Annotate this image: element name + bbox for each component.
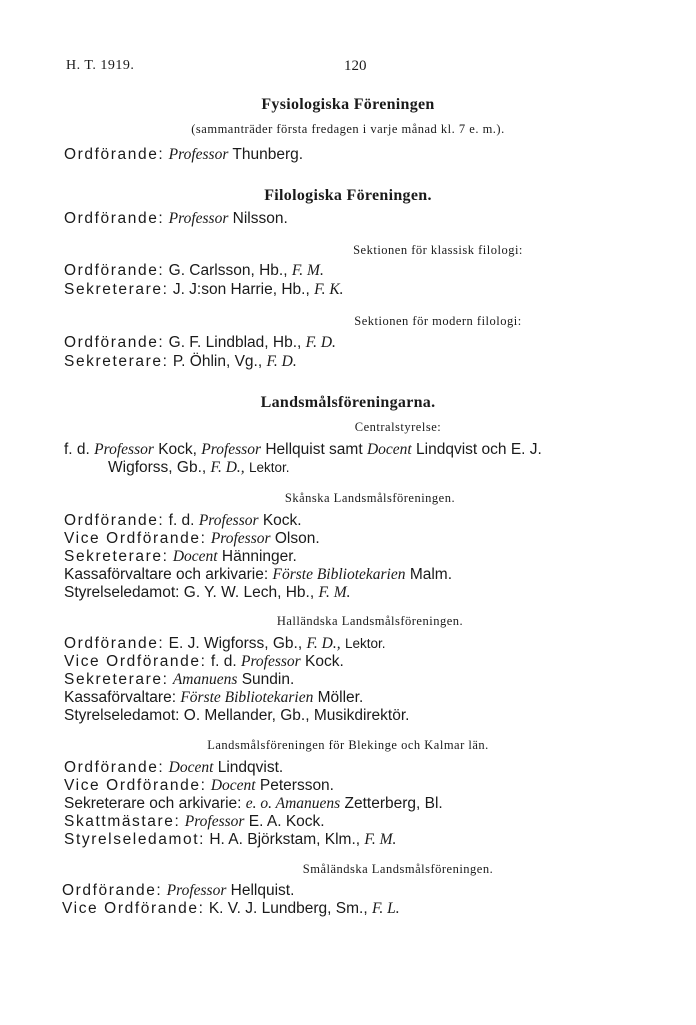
smalandska-row-2 bbox=[62, 900, 400, 918]
label: Ordförande: bbox=[64, 262, 165, 279]
text: Kock. bbox=[305, 653, 344, 670]
modern-heading: Sektionen för modern filologi: bbox=[354, 314, 522, 328]
hallandska-row-1 bbox=[64, 635, 385, 653]
modern-secretary bbox=[64, 353, 297, 371]
text: f. d. bbox=[64, 441, 90, 458]
klassisk-heading: Sektionen för klassisk filologi: bbox=[353, 243, 523, 257]
degree: F. D. bbox=[305, 334, 336, 351]
skanska-row-3 bbox=[64, 548, 297, 566]
hallandska-row-4 bbox=[64, 689, 363, 707]
degree: F. M. bbox=[291, 262, 324, 279]
filologiska-title: Filologiska Föreningen. bbox=[264, 187, 432, 204]
label: Styrelseledamot: bbox=[64, 707, 180, 724]
text: Zetterberg, Bl. bbox=[344, 795, 443, 812]
text: Kock, bbox=[158, 441, 197, 458]
label: Ordförande: bbox=[64, 759, 165, 776]
text: f. d. bbox=[168, 512, 195, 529]
text: Hänninger. bbox=[221, 548, 297, 565]
title-word: Professor bbox=[201, 441, 261, 458]
skanska-heading: Skånska Landsmålsföreningen. bbox=[284, 491, 456, 505]
text: H. A. Björkstam, Klm., bbox=[209, 831, 361, 848]
text: Wigforss, Gb., bbox=[108, 459, 207, 476]
text: Olson. bbox=[274, 530, 320, 547]
text: Lektor. bbox=[344, 636, 386, 651]
title-word: Professor bbox=[166, 882, 227, 899]
title-word: Professor bbox=[240, 653, 301, 670]
label: Sekreterare: bbox=[64, 671, 169, 688]
modern-chair bbox=[64, 334, 336, 352]
page-header bbox=[66, 58, 666, 78]
klassisk-chair bbox=[64, 262, 324, 280]
skanska-row-4 bbox=[64, 566, 452, 584]
skanska-row-1 bbox=[64, 512, 302, 530]
label: Ordförande: bbox=[64, 635, 165, 652]
title-word: Professor bbox=[210, 530, 271, 547]
title-word: e. o. Amanuens bbox=[245, 795, 341, 812]
label: Kassaförvaltare och arkivarie: bbox=[64, 566, 269, 583]
label: Ordförande: bbox=[64, 146, 165, 163]
fysiologiska-title: Fysiologiska Föreningen bbox=[261, 96, 435, 113]
blekinge-row-1 bbox=[64, 759, 283, 777]
degree: F. M. bbox=[364, 831, 397, 848]
degree: F. K. bbox=[314, 281, 344, 298]
fysiologiska-note: (sammanträder första fredagen i varje månad kl. 7 e. m.). bbox=[191, 122, 505, 136]
label: Vice Ordförande: bbox=[64, 653, 207, 670]
filologiska-chair bbox=[64, 210, 288, 228]
label: Ordförande: bbox=[64, 210, 165, 227]
person-name: J. J:son Harrie, Hb., bbox=[172, 281, 310, 298]
person-name: G. Carlsson, Hb., bbox=[168, 262, 288, 279]
label: Ordförande: bbox=[64, 512, 165, 529]
person-name: Thunberg. bbox=[232, 146, 304, 163]
smalandska-row-1 bbox=[62, 882, 294, 900]
title-word: Docent bbox=[168, 759, 214, 776]
landsmal-title: Landsmålsföreningarna. bbox=[260, 394, 436, 411]
title-word: Docent bbox=[210, 777, 256, 794]
label: Sekreterare och arkivarie: bbox=[64, 795, 242, 812]
label: Vice Ordförande: bbox=[62, 900, 205, 917]
text: Sundin. bbox=[241, 671, 295, 688]
person-name: Nilsson. bbox=[232, 210, 288, 227]
text: Hellquist samt bbox=[265, 441, 363, 458]
title-word: Förste Bibliotekarien bbox=[180, 689, 314, 706]
text: Kock. bbox=[262, 512, 302, 529]
title-word: Professor bbox=[168, 210, 229, 227]
text: Hellquist. bbox=[230, 882, 295, 899]
title-word: Amanuens bbox=[172, 671, 238, 688]
label: Kassaförvaltare: bbox=[64, 689, 176, 706]
title-word: Professor bbox=[94, 441, 154, 458]
label: Styrelseledamot: bbox=[64, 584, 180, 601]
text: Malm. bbox=[409, 566, 453, 583]
text: Lektor. bbox=[248, 460, 290, 475]
skanska-row-2 bbox=[64, 530, 320, 548]
smalandska-heading: Småländska Landsmålsföreningen. bbox=[302, 862, 494, 876]
blekinge-row-2 bbox=[64, 777, 334, 795]
text: K. V. J. Lundberg, Sm., bbox=[208, 900, 368, 917]
text: Möller. bbox=[317, 689, 364, 706]
person-name: P. Öhlin, Vg., bbox=[172, 353, 263, 370]
title-word: Professor bbox=[198, 512, 259, 529]
header-term: H. T. 1919. bbox=[66, 58, 135, 73]
label: Sekreterare: bbox=[64, 281, 169, 298]
central-heading: Centralstyrelse: bbox=[354, 420, 442, 434]
text: E. J. Wigforss, Gb., bbox=[168, 635, 303, 652]
klassisk-secretary bbox=[64, 281, 344, 299]
degree: F. D. bbox=[266, 353, 297, 370]
text: O. Mellander, Gb., Musikdirektör. bbox=[183, 707, 410, 724]
page-number: 120 bbox=[344, 58, 367, 74]
label: Vice Ordförande: bbox=[64, 530, 207, 547]
blekinge-row-5 bbox=[64, 831, 396, 849]
central-line-1 bbox=[64, 441, 542, 459]
text: f. d. bbox=[210, 653, 237, 670]
hallandska-row-5 bbox=[64, 707, 409, 725]
blekinge-row-4 bbox=[64, 813, 325, 831]
hallandska-row-3 bbox=[64, 671, 294, 689]
label: Ordförande: bbox=[62, 882, 163, 899]
label: Sekreterare: bbox=[64, 548, 169, 565]
label: Styrelseledamot: bbox=[64, 831, 206, 848]
degree: F. D., bbox=[306, 635, 341, 652]
text: E. A. Kock. bbox=[248, 813, 325, 830]
text: G. Y. W. Lech, Hb., bbox=[183, 584, 315, 601]
text: Lindqvist. bbox=[217, 759, 284, 776]
person-name: G. F. Lindblad, Hb., bbox=[168, 334, 302, 351]
degree: F. D., bbox=[210, 459, 245, 476]
blekinge-heading: Landsmålsföreningen för Blekinge och Kalmar län. bbox=[207, 738, 489, 752]
label: Sekreterare: bbox=[64, 353, 169, 370]
title-word: Professor bbox=[184, 813, 245, 830]
hallandska-row-2 bbox=[64, 653, 344, 671]
title-word: Förste Bibliotekarien bbox=[272, 566, 406, 583]
text: Lindqvist och E. J. bbox=[416, 441, 542, 458]
degree: F. L. bbox=[371, 900, 400, 917]
text: Petersson. bbox=[259, 777, 334, 794]
label: Skattmästare: bbox=[64, 813, 181, 830]
label: Ordförande: bbox=[64, 334, 165, 351]
title-word: Docent bbox=[366, 441, 412, 458]
degree: F. M. bbox=[318, 584, 351, 601]
title-word: Professor bbox=[168, 146, 229, 163]
central-line-2 bbox=[108, 459, 290, 477]
hallandska-heading: Halländska Landsmålsföreningen. bbox=[276, 614, 464, 628]
fysiologiska-chair bbox=[64, 146, 303, 164]
label: Vice Ordförande: bbox=[64, 777, 207, 794]
blekinge-row-3 bbox=[64, 795, 443, 813]
skanska-row-5 bbox=[64, 584, 350, 602]
title-word: Docent bbox=[172, 548, 218, 565]
